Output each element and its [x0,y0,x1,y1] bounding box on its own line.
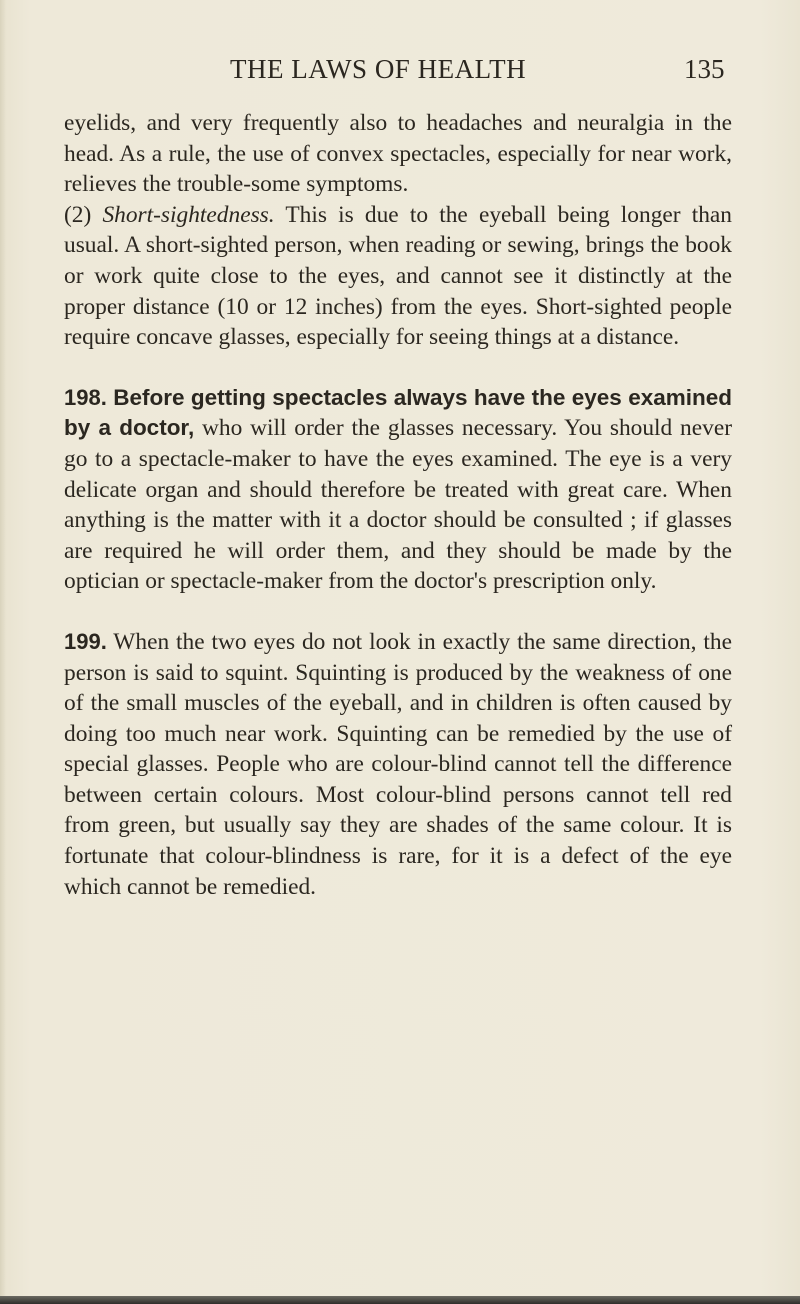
section-199 [64,627,732,902]
section-lead: Before getting spectacles always have the eyes examined by a doctor, [64,384,732,441]
running-title: THE LAWS OF HEALTH [230,54,527,84]
bottom-edge-bar [0,1296,800,1304]
section-198 [64,383,732,597]
section-number: 199. [64,628,107,654]
paragraph-text: This is due to the eyeball being longer than usual. A short-sighted person, when reading or sewing, brings the book or work quite close to the eyes, and cannot see it distinctly at the proper distance (10 or 12 inches) from the eyes. Short-sighted people require concave glasses, especially for seeing things at a distance. [64,201,732,351]
paragraph-short-sightedness [64,200,732,353]
body-text [64,108,732,902]
item-term: Short-sightedness. [102,201,275,228]
section-number: 198. [64,384,107,410]
paragraph-text: eyelids, and very frequently also to headaches and neuralgia in the head. As a rule, the use of convex spectacles, especially for near work, relieves the trouble-some symptoms. [64,110,732,198]
page-number: 135 [684,54,725,84]
page-edge-shadow [0,0,6,1304]
paragraph-gap [64,353,732,383]
paragraph-continuation [64,108,732,200]
section-text: who will order the glasses necessary. You should never go to a spectacle-maker to have the eyes examined. The eye is a very delicate organ and should therefore be treated with great care. When anything is the matter with it a doctor should be consulted ; if glasses are required he will order them, and they should be made by the optician or spectacle-maker from the doctor's prescription only. [64,415,732,595]
section-text: When the two eyes do not look in exactly the same direction, the person is said to squint. Squinting is produced by the weakness of one of the small muscles of the eyeball, and in children is often caused by doing too much near work. Squinting can be remedied by the use of special glasses. People who are colour-blind cannot tell the difference between certain colours. Most colour-blind persons cannot tell red from green, but usually say they are shades of the same colour. It is fortunate that colour-blindness is rare, for it is a defect of the eye which cannot be remedied. [64,628,732,900]
page-header [0,54,800,94]
item-label: (2) [64,201,103,228]
paragraph-gap [64,597,732,627]
